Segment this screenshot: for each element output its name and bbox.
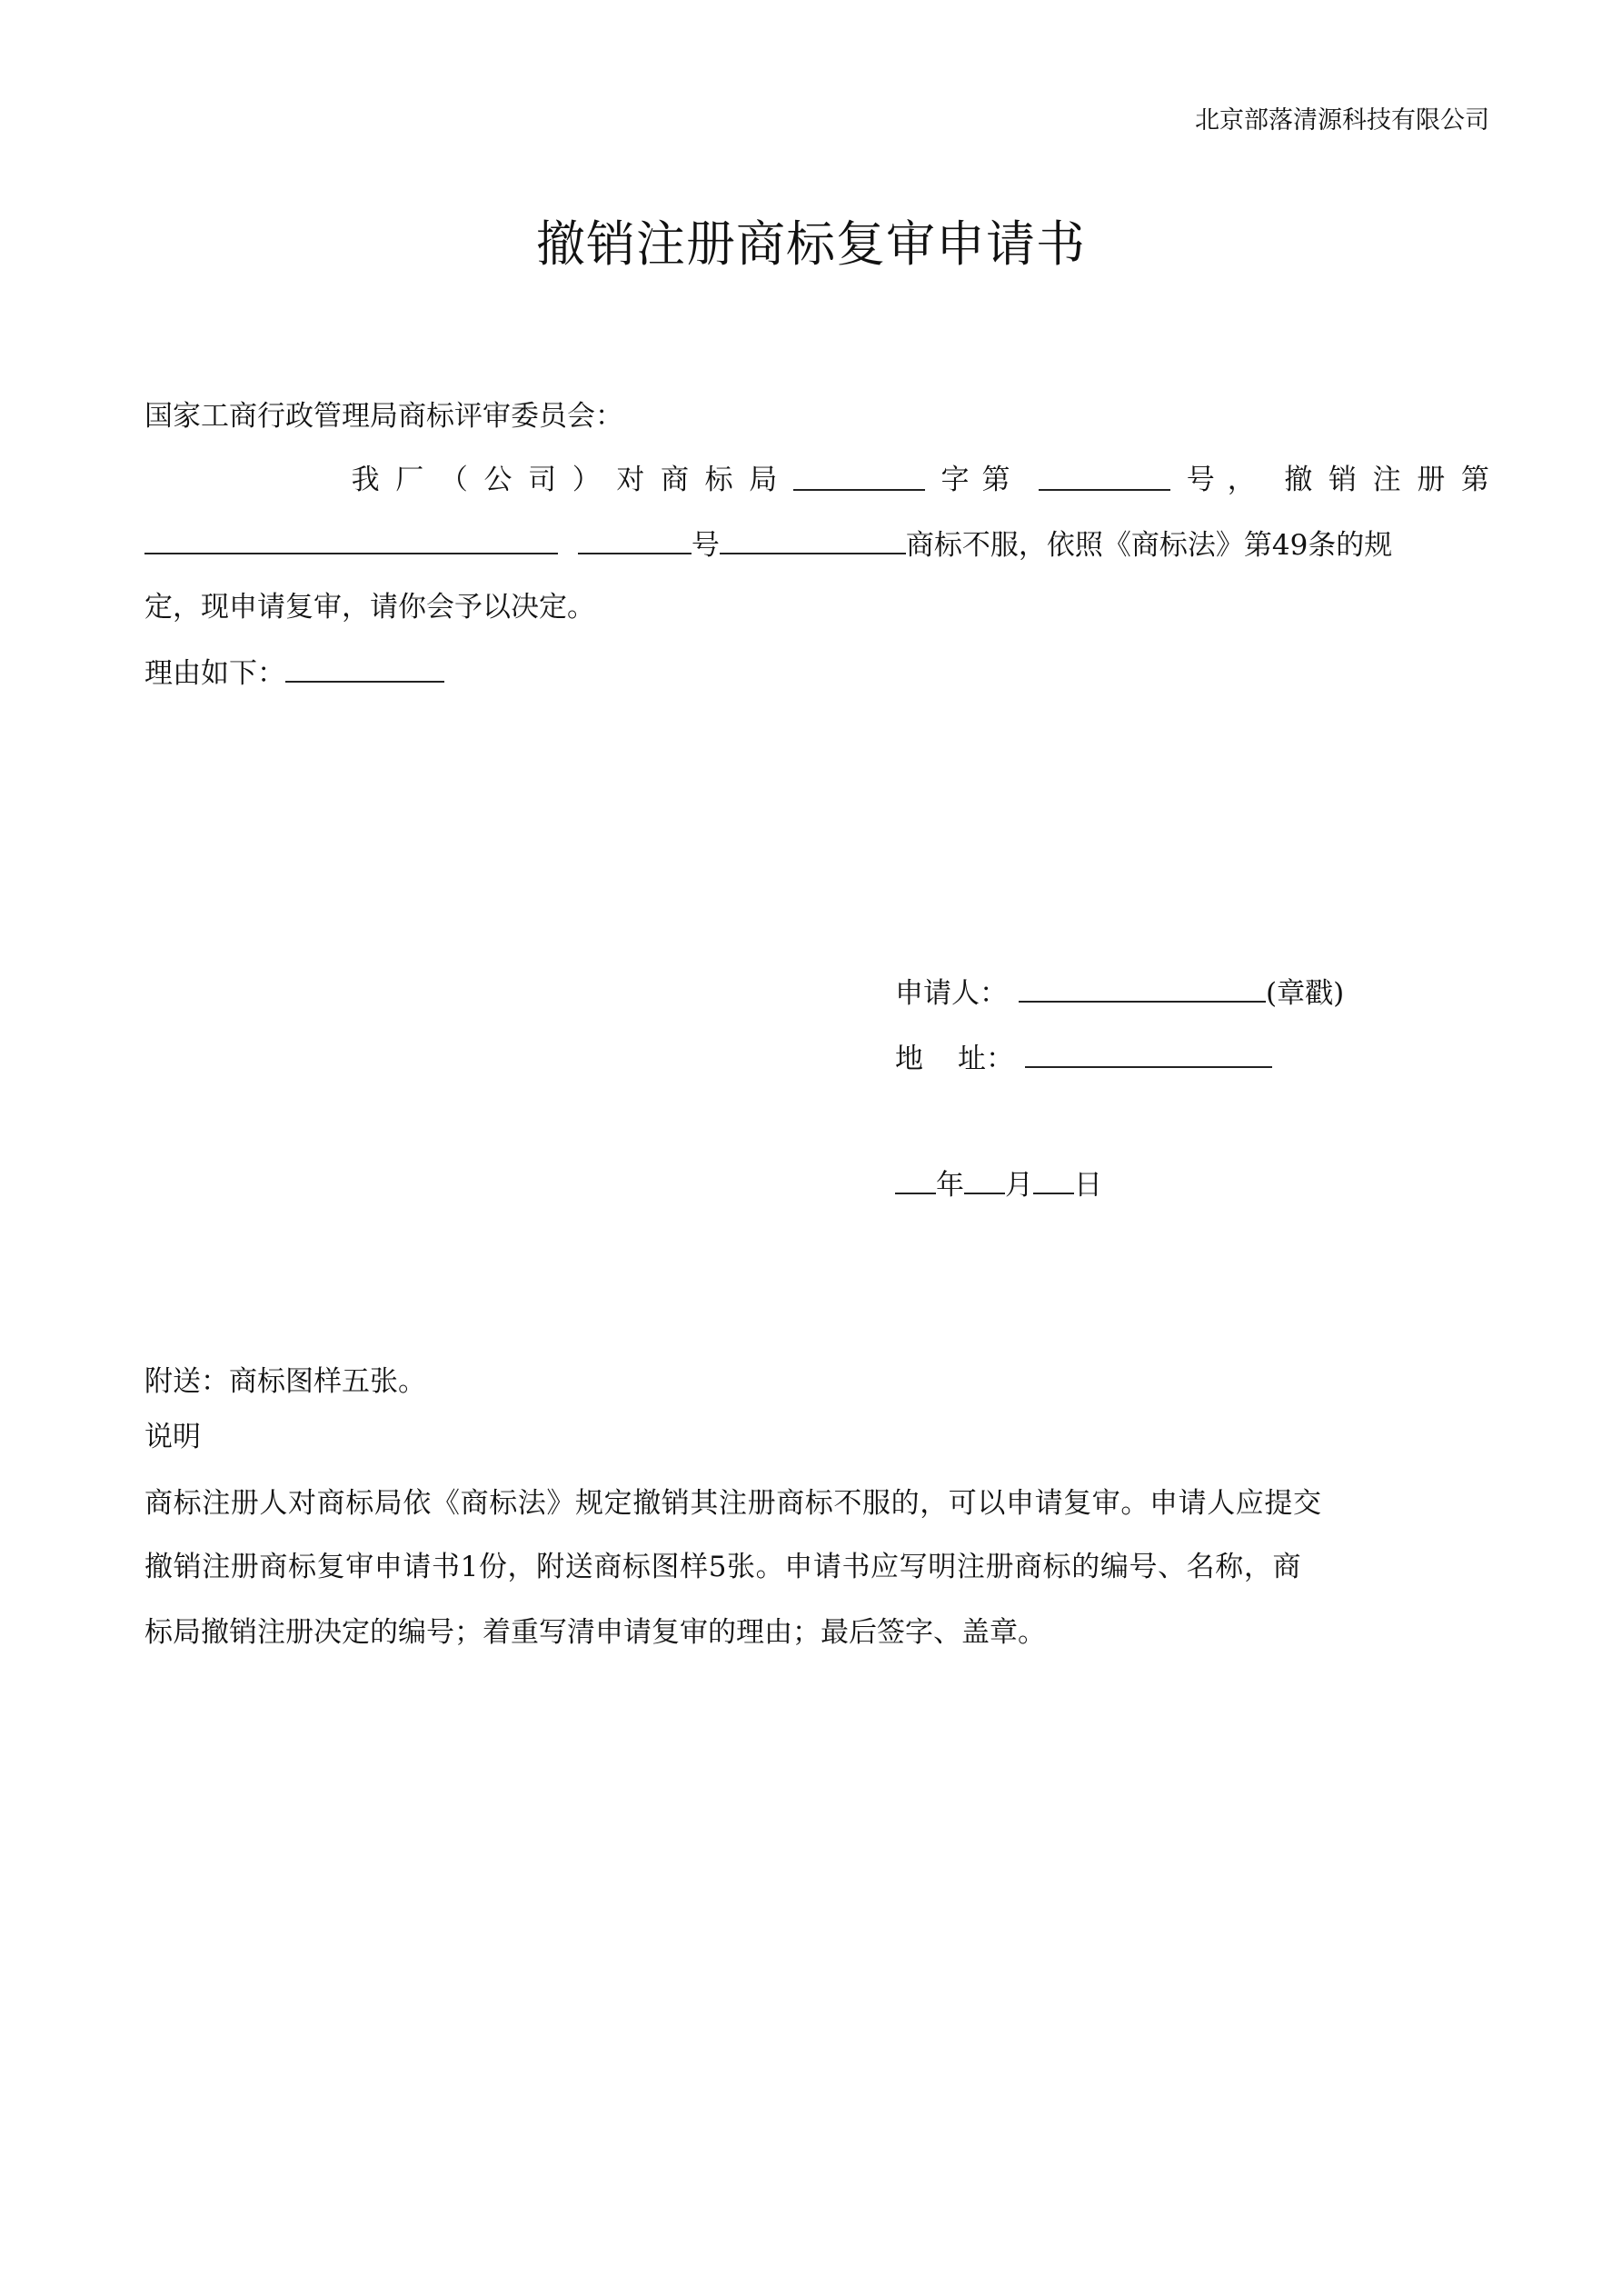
month-field[interactable] [964, 1165, 1005, 1194]
applicant-field[interactable] [1019, 973, 1266, 1003]
notes-heading: 说明 [144, 1421, 201, 1453]
text: 第 [1460, 464, 1489, 496]
month-label: 月 [1005, 1169, 1033, 1202]
text: 商标不服，依照《商标法》第49条的规 [905, 529, 1393, 562]
text: ） [572, 464, 601, 496]
blank-field[interactable] [578, 525, 692, 554]
paragraph-line-2 [144, 525, 1392, 564]
blank-field[interactable] [793, 462, 925, 491]
notes-line: 商标注册人对商标局依《商标法》规定撤销其注册商标不服的，可以申请复审。申请人应提交 [144, 1487, 1322, 1520]
applicant-label: 申请人： [895, 977, 1008, 1010]
text: 公 [483, 464, 512, 496]
text: 我 [351, 464, 380, 496]
text: 册 [1417, 464, 1446, 496]
blank-field[interactable] [144, 525, 558, 554]
addressee: 国家工商行政管理局商标评审委员会： [144, 400, 623, 433]
text: 字第 [940, 464, 1023, 496]
notes-line: 撤销注册商标复审申请书1份，附送商标图样5张。申请书应写明注册商标的编号、名称，商 [144, 1551, 1302, 1583]
address-label: 址： [958, 1043, 1014, 1075]
text: 司 [528, 464, 557, 496]
reason-line [144, 654, 444, 692]
text: 标 [704, 464, 733, 496]
text: 对 [616, 464, 645, 496]
year-field[interactable] [895, 1165, 936, 1194]
blank-field[interactable] [720, 525, 906, 554]
text: （ [439, 464, 468, 496]
date-line [895, 1165, 1102, 1203]
attachment-note: 附送：商标图样五张。 [144, 1365, 426, 1398]
seal-label: (章戳) [1266, 977, 1345, 1010]
applicant-line [895, 973, 1344, 1012]
day-label: 日 [1074, 1169, 1102, 1202]
day-field[interactable] [1033, 1165, 1074, 1194]
text: 销 [1328, 464, 1357, 496]
document-title: 撤销注册商标复审申请书 [536, 215, 1086, 273]
blank-field[interactable] [1039, 462, 1170, 491]
text: 局 [749, 464, 778, 496]
address-line [895, 1039, 1272, 1077]
year-label: 年 [936, 1169, 964, 1202]
text: 号， [1186, 464, 1269, 496]
reason-label: 理由如下： [144, 657, 285, 690]
paragraph-line-3: 定，现申请复审，请你会予以决定。 [144, 591, 595, 624]
address-field[interactable] [1025, 1039, 1272, 1068]
text: 厂 [395, 464, 424, 496]
text: 号 [691, 529, 720, 562]
text: 注 [1372, 464, 1401, 496]
address-label: 地 [895, 1043, 923, 1075]
text: 撤 [1284, 464, 1313, 496]
notes-line: 标局撤销注册决定的编号；着重写清申请复审的理由；最后签字、盖章。 [144, 1616, 1046, 1649]
paragraph-line-1 [144, 462, 1489, 498]
text: 商 [661, 464, 689, 496]
reason-field[interactable] [285, 654, 444, 683]
company-name: 北京部落清源科技有限公司 [1195, 106, 1489, 135]
